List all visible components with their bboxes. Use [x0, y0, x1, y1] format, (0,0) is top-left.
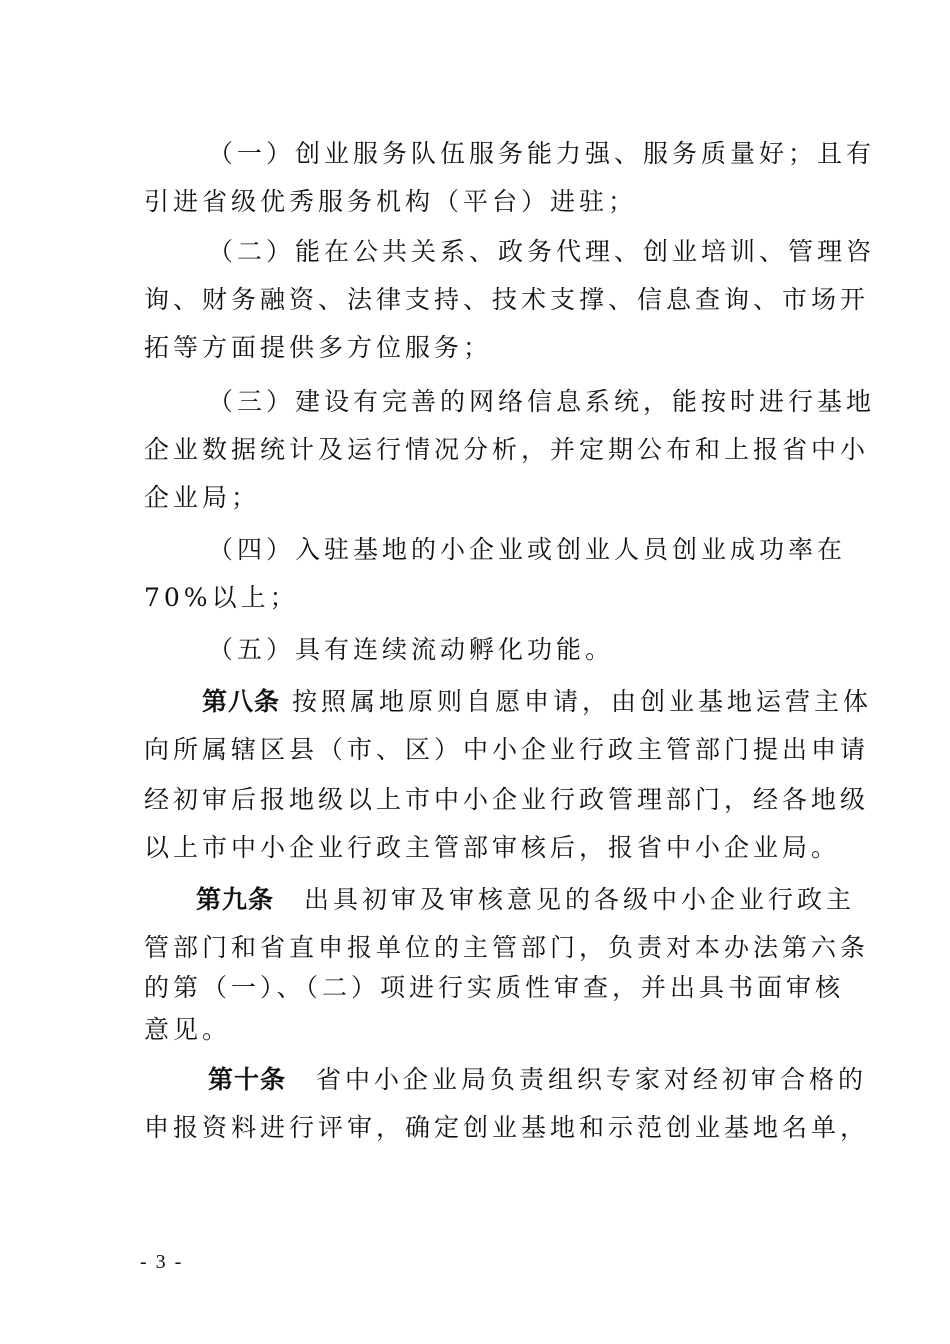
paragraph-line: 询、财务融资、法律支持、技术支撑、信息查询、市场开: [144, 285, 870, 314]
article-9-text: 出具初审及审核意见的各级中小企业行政主: [303, 885, 855, 914]
article-9-heading: 第九条: [196, 885, 275, 914]
article-10-heading: 第十条: [208, 1065, 287, 1094]
paragraph-line: （五）具有连续流动孵化功能。: [208, 635, 615, 664]
paragraph-line: 企业数据统计及运行情况分析，并定期公布和上报省中小: [144, 435, 870, 464]
article-9-first-line: [196, 882, 855, 918]
article-8-text: 按照属地原则自愿申请，由创业基地运营主体: [291, 687, 872, 716]
paragraph-line: 向所属辖区县（市、区）中小企业行政主管部门提出申请: [144, 735, 870, 764]
page-number: - 3 -: [140, 1251, 184, 1273]
paragraph-line: （二）能在公共关系、政务代理、创业培训、管理咨: [208, 237, 876, 266]
article-8-heading: 第八条: [202, 687, 281, 716]
paragraph-line: （四）入驻基地的小企业或创业人员创业成功率在: [208, 535, 847, 564]
paragraph-line: （三）建设有完善的网络信息系统，能按时进行基地: [208, 387, 876, 416]
article-8-first-line: [202, 684, 872, 720]
paragraph-line: 经初审后报地级以上市中小企业行政管理部门，经各地级: [144, 785, 870, 814]
paragraph-line: （一）创业服务队伍服务能力强、服务质量好；且有: [208, 139, 876, 168]
article-10-text: 省中小企业局负责组织专家对经初审合格的: [315, 1065, 867, 1094]
paragraph-line: 以上市中小企业行政主管部审核后，报省中小企业局。: [144, 833, 841, 862]
paragraph-line: 引进省级优秀服务机构（平台）进驻；: [144, 187, 638, 216]
paragraph-line: 70%以上；: [144, 583, 299, 612]
paragraph-line: 的第（一）、（二）项进行实质性审查，并出具书面审核: [144, 973, 845, 1002]
paragraph-line: 企业局；: [144, 483, 261, 512]
paragraph-line: 管部门和省直申报单位的主管部门，负责对本办法第六条: [144, 933, 870, 962]
paragraph-line: 申报资料进行评审，确定创业基地和示范创业基地名单，: [144, 1113, 870, 1142]
paragraph-line: 意见。: [144, 1015, 232, 1044]
article-10-first-line: [208, 1062, 867, 1098]
paragraph-line: 拓等方面提供多方位服务；: [144, 333, 493, 362]
